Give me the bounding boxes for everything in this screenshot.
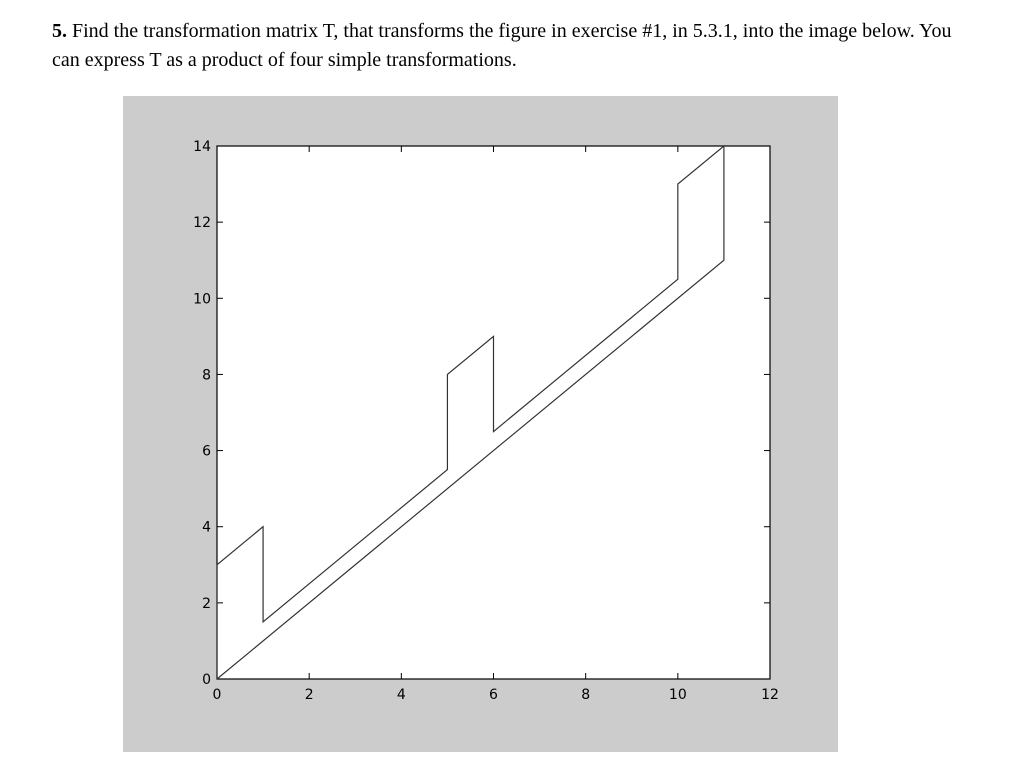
- y-tick-label: 8: [202, 367, 211, 384]
- y-tick-label: 0: [202, 672, 211, 688]
- x-tick-label: 6: [489, 687, 498, 703]
- y-tick-label: 10: [193, 291, 211, 308]
- plot-chart: [123, 96, 838, 752]
- x-tick-label: 0: [212, 687, 222, 703]
- question-number: 5.: [52, 20, 67, 42]
- y-tick-label: 4: [202, 519, 211, 536]
- x-tick-label: 10: [668, 687, 687, 703]
- x-tick-label: 12: [761, 687, 779, 703]
- y-tick-label: 6: [202, 443, 211, 460]
- x-tick-label: 8: [581, 687, 591, 703]
- y-tick-label: 12: [193, 215, 211, 232]
- question-body: Find the transformation matrix T, that transforms the figure in exercise #1, in 5.3.1, into the image below. You can express T as a product of four simple transformations.: [52, 20, 952, 71]
- y-tick-label: 2: [202, 595, 211, 612]
- question-text: [52, 17, 952, 75]
- x-tick-label: 2: [304, 687, 314, 703]
- y-tick-label: 14: [193, 139, 211, 155]
- figure-panel: [123, 96, 838, 752]
- x-tick-label: 4: [396, 687, 406, 703]
